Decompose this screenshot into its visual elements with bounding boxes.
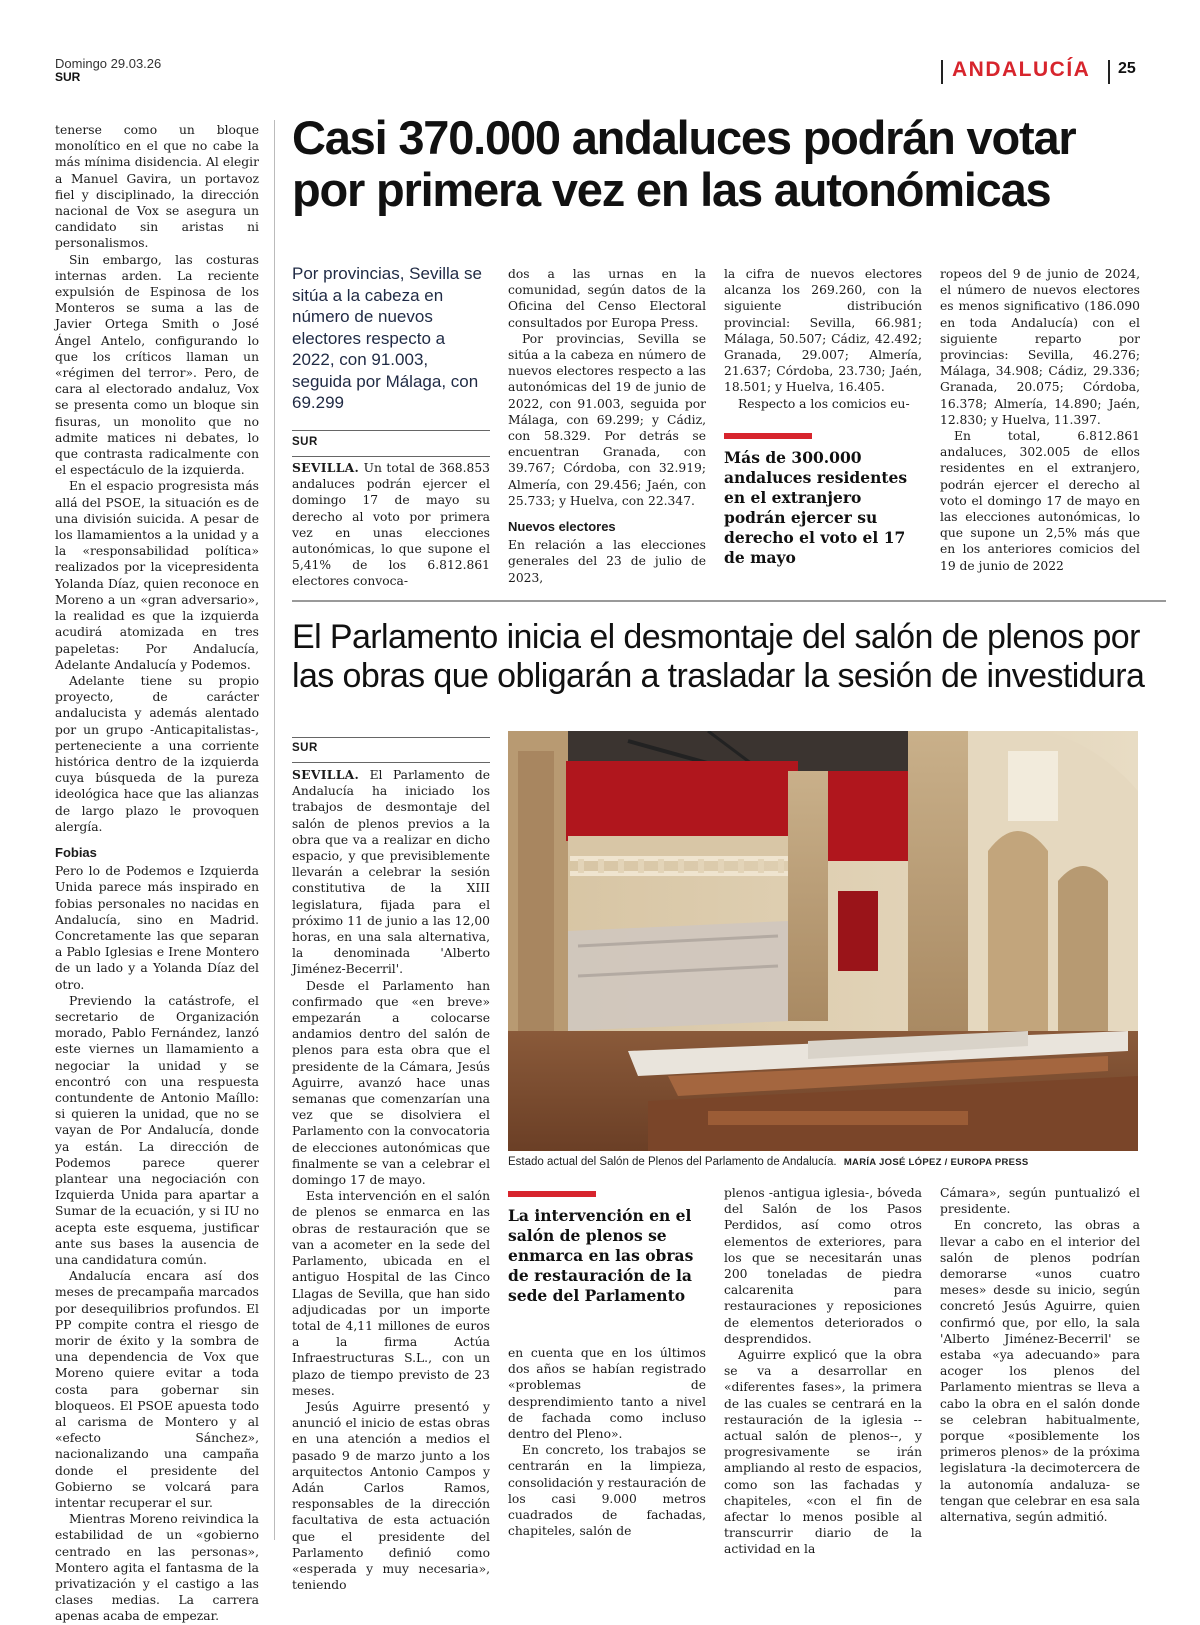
- paper-name: SUR: [55, 70, 81, 84]
- left-paragraph: Previendo la catástrofe, el secretario de Organización morado, Pablo Fernández, lanzó este viernes un llamamiento a negociar la unidad y se encontró con una respuesta contundente de Antonio Maíllo: si quieren la unidad, que no se vayan de Por Andalucía, donde ya están. La dirección de Podemos parece querer plantear una negociación con Izquierda Unida para apartar a Sumar de la ecuación, y si IU no acepta este esquema, justificar ante sus bases la ausencia de una candidatura común.: [55, 993, 259, 1268]
- photo-caption: Estado actual del Salón de Plenos del Parlamento de Andalucía.: [508, 1156, 837, 1168]
- article1-body: Un total de 368.853 andaluces podrán ejercer el domingo 17 de mayo su derecho al voto por primera vez en unas elecciones autonómicas, lo que supone el 5,41% de los 6.812.861 electores convoca-: [292, 461, 490, 589]
- photo-credit: MARÍA JOSÉ LÓPEZ / EUROPA PRESS: [843, 1157, 1029, 1168]
- photo-caption-row: [508, 1156, 1148, 1168]
- article2-paragraph: En concreto, los trabajos se centrarán en la limpieza, consolidación y restauración de los casi 9.000 metros cuadrados de fachadas, chapiteles, salón de: [508, 1443, 706, 1539]
- article1-paragraph: ropeos del 9 de junio de 2024, el número de nuevos electores es menos significativo (186.090 en toda Andalucía) con el siguiente reparto por provincias: Sevilla, 46.276; Málaga, 34.908; Cádiz, 29.336; Granada, 20.075; Córdoba, 16.378; Almería, 14.890; Jaén, 12.830; y Huelva, 11.397.: [940, 267, 1140, 427]
- article1-col2: [508, 266, 706, 586]
- article1-col4: [940, 266, 1140, 574]
- byline-rule: [292, 430, 490, 431]
- article2-body: El Parlamento de Andalucía ha iniciado los trabajos de desmontaje del salón de plenos previos a la obra que va a realizar en dicho espacio, y que previsiblemente llevarán a celebrar la sesión constitutiva de la XIII legislatura, fijada para el próximo 11 de junio a las 12,00 horas, en una sala alternativa, la denominada 'Alberto Jiménez-Becerril'.: [292, 768, 490, 977]
- byline-rule: [292, 456, 490, 457]
- article2-paragraph: Desde el Parlamento han confirmado que «en breve» empezarán a colocarse andamios dentro del salón de plenos para esta obra que el presidente de la Cámara, Jesús Aguirre, avanzó hace unas semanas que comenzarían una vez que se disolviera el Parlamento con la convocatoria de elecciones autonómicas que finalmente se van a celebrar el domingo 17 de mayo.: [292, 978, 490, 1188]
- article1-col3: [724, 266, 922, 412]
- byline-rule: [292, 737, 490, 738]
- article1-paragraph: Respecto a los comicios eu-: [738, 396, 910, 411]
- article1-col1: [292, 460, 490, 590]
- pull-quote-bar: [508, 1191, 596, 1197]
- article2-byline: SUR: [292, 742, 318, 754]
- left-paragraph: Mientras Moreno reivindica la estabilidad de un «gobierno centrado en las personas», Montero agita el fantasma de la privatización y el castigo a las clases medias. La carrera apenas acaba de empezar.: [55, 1512, 259, 1624]
- article2-col4: [940, 1185, 1140, 1525]
- article2-col2: [508, 1345, 706, 1539]
- article1-dateline: SEVILLA.: [292, 460, 360, 475]
- article2-paragraph: Aguirre explicó que la obra se va a desarrollar en «diferentes fases», la primera de las cuales se centrará en la restauración de la iglesia --actual salón de plenos--, y progresivamente se irán ampliando al resto de espacios, como son las fachadas y chapiteles, «con el fin de afectar lo menos posible al transcurrir diario de la actividad en la: [724, 1348, 922, 1557]
- pull-quote-bar: [724, 433, 812, 439]
- left-column: [55, 122, 259, 1625]
- article2-paragraph: plenos -antigua iglesia-, bóveda del Salón de los Pasos Perdidos, así como otros elementos de exteriores, para los que se necesitarán unas 200 toneladas de piedra calcarenita para restauraciones y reposiciones de elementos deteriorados o desprendidos.: [724, 1186, 922, 1346]
- article2-paragraph: en cuenta que en los últimos dos años se habían registrado «problemas de desprendimiento tanto a nivel de fachada como incluso dentro del Pleno».: [508, 1346, 706, 1442]
- article2-headline: El Parlamento inicia el desmontaje del salón de plenos por las obras que obligarán a trasladar la sesión de investidura: [292, 618, 1145, 695]
- article2-paragraph: Esta intervención en el salón de plenos se enmarca en las obras de restauración que se van a acometer en la sede del Parlamento, ubicada en el antiguo Hospital de las Cinco Llagas de Sevilla, que han sido adjudicadas por un importe total de 4,11 millones de euros a la firma Actúa Infraestructuras S.L., con un plazo de tiempo previsto de 23 meses.: [292, 1189, 490, 1398]
- left-paragraph: Adelante tiene su propio proyecto, de carácter andalucista y además alentado por un grupo -Anticapitalistas-, perteneciente a una corriente histórica dentro de la izquierda cuya búsqueda de la pureza ideológica hace que las alianzas de largo plazo le provoquen alergía.: [55, 673, 259, 834]
- article1-paragraph: dos a las urnas en la comunidad, según datos de la Oficina del Censo Electoral consultados por Europa Press.: [508, 267, 706, 330]
- article1-byline: SUR: [292, 436, 318, 448]
- article1-pull-quote: Más de 300.000 andaluces residentes en el extranjero podrán ejercer su derecho el voto el 17 de mayo: [724, 448, 908, 567]
- parliament-hall-illustration: [508, 731, 1138, 1151]
- page-date: Domingo 29.03.26: [55, 56, 162, 71]
- byline-rule: [292, 762, 490, 763]
- article2-photo: [508, 731, 1138, 1151]
- left-paragraph: En el espacio progresista más allá del PSOE, la situación es de una división suicida. A pesar de los llamamientos a la unidad y a la «responsabilidad política» realizados por la vicepresidenta Yolanda Díaz, quien reconoce en Moreno a un «gran adversario», la realidad es que la izquierda acudirá atomizada en tres papeletas: Por Andalucía, Adelante Andalucía y Podemos.: [55, 479, 259, 672]
- article1-paragraph: En relación a las elecciones generales del 23 de julio de 2023,: [508, 538, 706, 585]
- article2-col1: [292, 767, 490, 1593]
- header-divider-right: [1108, 60, 1110, 84]
- column-rule: [274, 120, 275, 1540]
- article1-headline: Casi 370.000 andaluces podrán votar por primera vez en las autonómicas: [292, 111, 1076, 216]
- left-paragraph: tenerse como un bloque monolítico en el que no cabe la más mínima disidencia. Al elegir a Manuel Gavira, un portavoz fiel y disciplinado, la dirección nacional de Vox se asegura un candidato sin aristas ni personalismos.: [55, 123, 259, 251]
- article2-paragraph: Jesús Aguirre presentó y anunció el inicio de estas obras en una atención a medios el pasado 9 de marzo junto a los arquitectos Antonio Campos y Adán Carlos Ramos, responsables de la dirección facultativa de esta actuación que el presidente del Parlamento definió como «esperada y muy necesaria», teniendo: [292, 1399, 490, 1593]
- left-subhead: Fobias: [55, 844, 97, 860]
- article1-paragraph: Por provincias, Sevilla se sitúa a la cabeza en número de nuevos electores respecto a las autonómicas del 19 de junio de 2022, con 91.003, seguida por Málaga, con 69.299; y Cádiz, con 58.329. Por detrás se encuentran Granada, con 39.767; Córdoba, con 32.919; Almería, con 29.456; Jaén, con 25.733; y Huelva, con 22.347.: [508, 331, 706, 508]
- article2-paragraph: En concreto, las obras a llevar a cabo en el interior del salón de plenos podrían demorarse «unos cuatro meses» desde su inicio, según concretó Jesús Aguirre, quien confirmó que, por ello, la sala 'Alberto Jiménez-Becerril' se estaba «ya adecuando» para acoger los plenos del Parlamento mientras se lleva a cabo la obra en el salón donde se celebran habitualmente, porque «posiblemente los primeros plenos» de la próxima legislatura -la decimotercera de la autonomía andaluza- se tengan que celebrar en esa sala alternativa, según admitió.: [940, 1218, 1140, 1525]
- article2-col3: [724, 1185, 922, 1558]
- header-divider-left: [941, 60, 943, 84]
- left-paragraph: Andalucía encara así dos meses de precampaña marcados por desequilibrios profundos. El PP compite contra el riesgo de morir de éxito y la sombra de una dependencia de Vox que Moreno quiere evitar a toda costa para gobernar sin bloqueos. El PSOE apuesta todo al carisma de Montero y al «efecto Sánchez», nacionalizando una campaña donde el presidente del Gobierno se volcará para intentar recuperar el sur.: [55, 1269, 259, 1511]
- left-paragraph: Pero lo de Podemos e Izquierda Unida parece más inspirado en fobias personales no nacidas en Andalucía, sino en Madrid. Concretamente las que separan a Pablo Iglesias e Irene Montero de un lado y a Yolanda Díaz del otro.: [55, 864, 259, 992]
- article1-standfirst: Por provincias, Sevilla se sitúa a la cabeza en número de nuevos electores respecto a 2022, con 91.003, seguida por Málaga, con 69.299: [292, 264, 482, 412]
- article2-pull-quote: La intervención en el salón de plenos se enmarca en las obras de restauración de la sede del Parlamento: [508, 1206, 694, 1305]
- article1-subhead: Nuevos electores: [508, 519, 616, 535]
- article1-paragraph: la cifra de nuevos electores alcanza los 269.260, con la siguiente distribución provincial: Sevilla, 66.981; Málaga, 50.507; Cádiz, 42.492; Granada, 29.007; Almería, 21.637; Córdoba, 23.730; Jaén, 18.501; y Huelva, 16.405.: [724, 267, 922, 395]
- article-divider: [292, 600, 1166, 602]
- left-paragraph: Sin embargo, las costuras internas arden. La reciente expulsión de Espinosa de los Monteros se suma a las de Javier Ortega Smith o José Ángel Antelo, configurando lo que los críticos llaman un «régimen del terror». Pero, de cara al electorado andaluz, Vox se presenta como un bloque sin fisuras, un monolito que no admite matices ni debates, lo que contrasta radicalmente con el espectáculo de la izquierda.: [55, 252, 259, 478]
- page-number: 25: [1118, 60, 1136, 77]
- section-label: ANDALUCÍA: [952, 58, 1091, 81]
- article2-paragraph: Cámara», según puntualizó el presidente.: [940, 1186, 1140, 1217]
- article1-paragraph: En total, 6.812.861 andaluces, 302.005 de ellos residentes en el extranjero, podrán ejercer el derecho al voto el domingo 17 de mayo en las elecciones autonómicas, lo que supone un 2,5% más que en los anteriores comicios del 19 de junio de 2022: [940, 429, 1140, 573]
- article2-dateline: SEVILLA.: [292, 767, 360, 782]
